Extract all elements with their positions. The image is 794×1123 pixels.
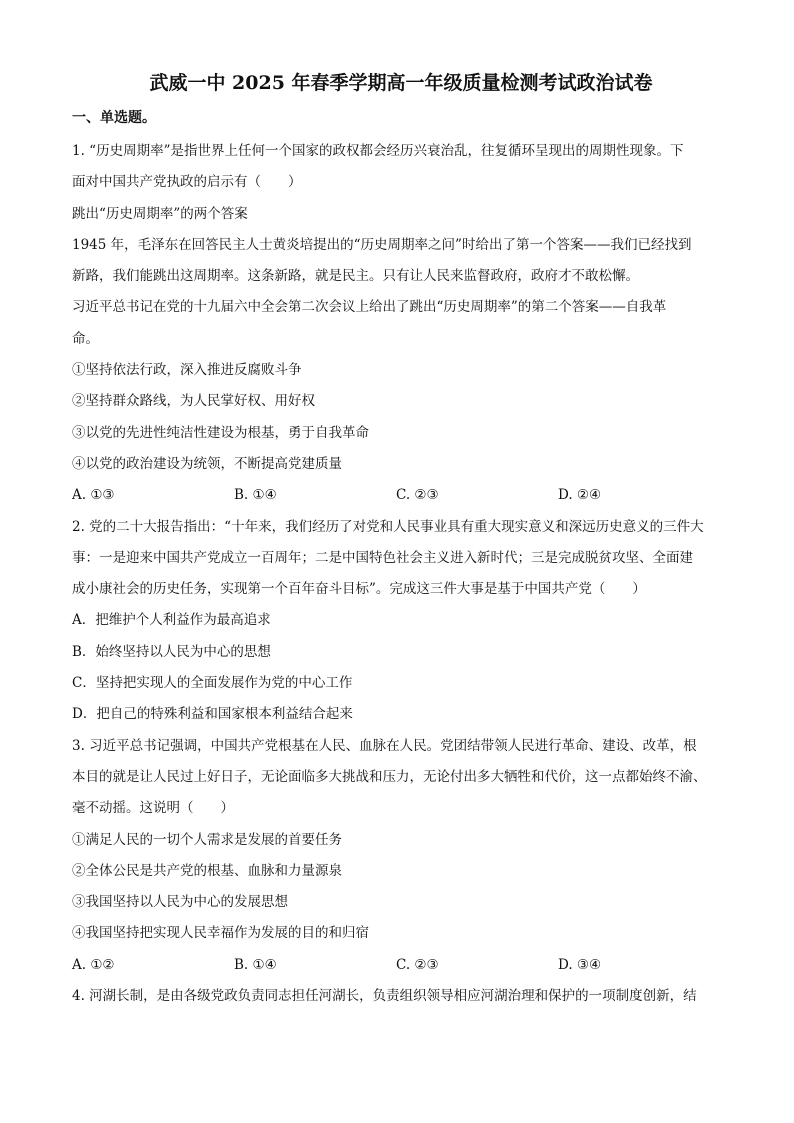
option-a: A．把维护个人利益作为最高追求 [72,612,271,629]
statement-item: ④以党的政治建设为统领，不断提高党建质量 [72,455,342,472]
material-line: 习近平总书记在党的十九届六中全会第二次会议上给出了跳出“历史周期率”的第二个答案——自我革 [72,299,667,316]
statement-item: ①坚持依法行政，深入推进反腐败斗争 [72,362,302,379]
option-d: D．把自己的特殊利益和国家根本利益结合起来 [72,706,353,723]
question-stem-line: 3. 习近平总书记强调，中国共产党根基在人民、血脉在人民。党团结带领人民进行革命、建设、改革，根 [72,737,697,754]
question-stem-line: 成小康社会的历史任务，实现第一个百年奋斗目标”。完成这三件大事是基于中国共产党（ ） [72,581,646,598]
answer-options [72,950,730,981]
option-b: B．始终坚持以人民为中心的思想 [72,643,271,660]
question-stem-line: 本目的就是让人民过上好日子，无论面临多大挑战和压力，无论付出多大牺牲和代价，这一点都始终不渝、 [72,768,707,785]
question-3 [72,731,730,981]
option-b: B. ①④ [234,956,277,973]
option-b: B. ①④ [234,487,277,504]
question-stem-line: 2. 党的二十大报告指出：“十年来，我们经历了对党和人民事业具有重大现实意义和深远历史意义的三件大 [72,518,704,535]
material-line: 新路，我们能跳出这周期率。这条新路，就是民主。只有让人民来监督政府，政府才不敢松懈。 [72,268,639,285]
question-4 [72,981,730,1012]
material-line: 命。 [72,330,99,347]
option-d: D. ③④ [558,956,602,973]
material-heading: 跳出“历史周期率”的两个答案 [72,205,248,222]
question-stem-line: 1. “历史周期率”是指世界上任何一个国家的政权都会经历兴衰治乱，往复循环呈现出的周期性现象。下 [72,143,684,159]
question-2 [72,512,730,731]
option-d: D. ②④ [558,487,602,504]
question-1 [72,136,730,512]
question-stem-line: 毫不动摇。这说明（ ） [72,800,234,817]
question-stem-line: 4. 河湖长制，是由各级党政负责同志担任河湖长，负责组织领导相应河湖治理和保护的一项制度创新，结 [72,988,697,1005]
option-a: A. ①② [72,956,115,973]
option-c: C. ②③ [396,487,439,504]
option-c: C．坚持把实现人的全面发展作为党的中心工作 [72,675,353,692]
statement-item: ③以党的先进性纯洁性建设为根基，勇于自我革命 [72,424,369,441]
statement-item: ①满足人民的一切个人需求是发展的首要任务 [72,831,342,848]
statement-item: ④我国坚持把实现人民幸福作为发展的目的和归宿 [72,925,369,942]
option-c: C. ②③ [396,956,439,973]
section-heading: 一、单选题。 [72,110,156,126]
material-line: 1945 年，毛泽东在回答民主人士黄炎培提出的“历史周期率之问”时给出了第一个答案——我们已经找到 [72,236,692,253]
statement-item: ②坚持群众路线，为人民掌好权、用好权 [72,393,315,410]
question-stem-line: 面对中国共产党执政的启示有（ ） [72,174,302,191]
statement-item: ③我国坚持以人民为中心的发展思想 [72,894,288,911]
option-a: A. ①③ [72,487,115,504]
page-title: 武威一中 2025 年春季学期高一年级质量检测考试政治试卷 [149,72,653,94]
statement-item: ②全体公民是共产党的根基、血脉和力量源泉 [72,862,342,879]
answer-options [72,480,730,511]
question-stem-line: 事：一是迎来中国共产党成立一百周年；二是中国特色社会主义进入新时代；三是完成脱贫攻坚、全面建 [72,549,693,566]
